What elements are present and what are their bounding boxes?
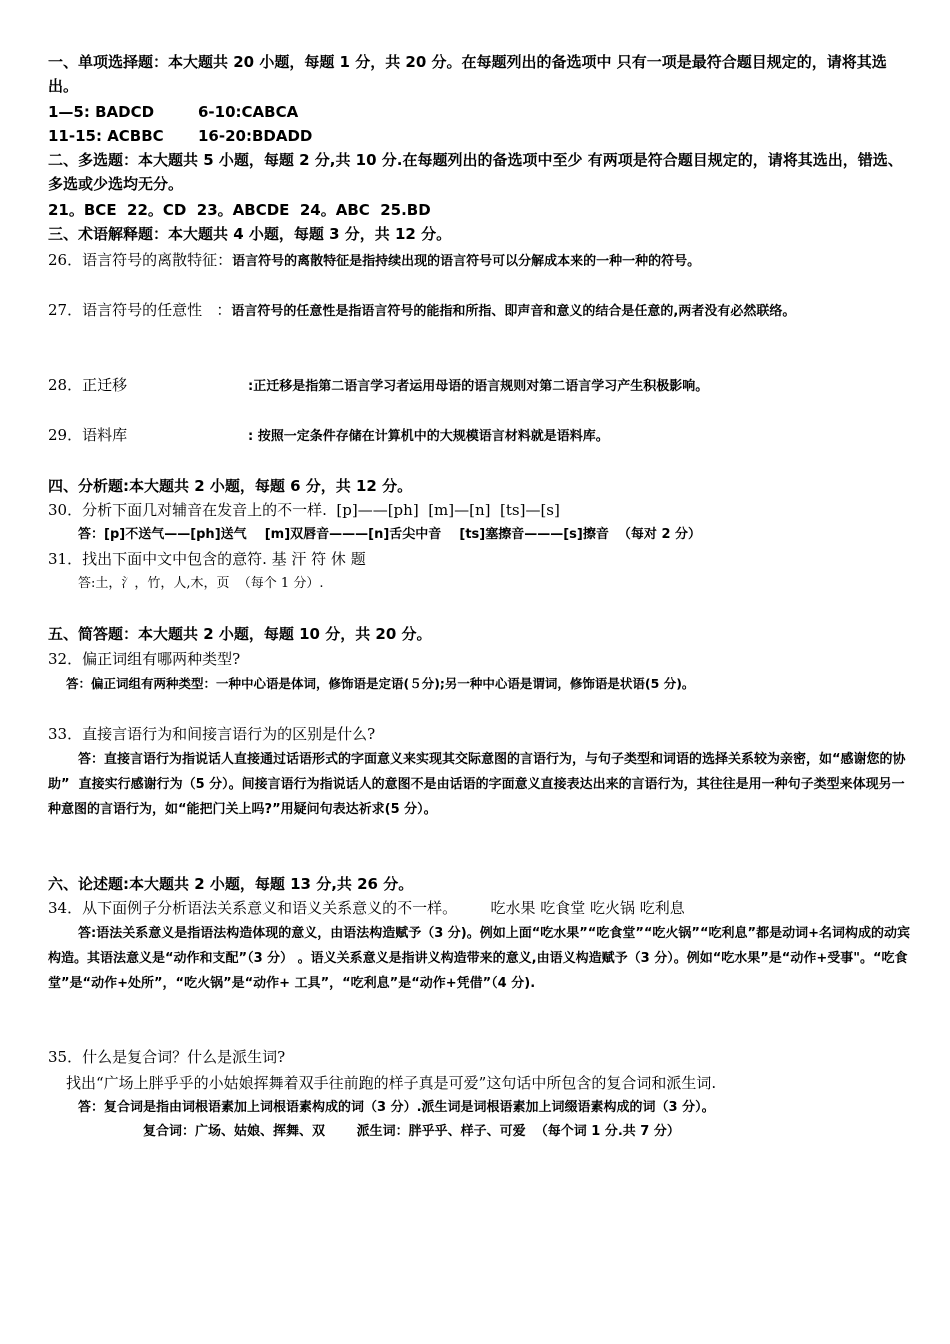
q28-definition: :正迁移是指第二语言学习者运用母语的语言规则对第二语言学习产生积极影响。 xyxy=(248,379,709,394)
q26-term: 26．语言符号的离散特征： xyxy=(48,251,233,269)
q34-question: 34．从下面例子分析语法关系意义和语义关系意义的不一样。 吃水果 吃食堂 吃火锅 吃利息 xyxy=(48,899,685,917)
q35-answer: 答：复合词是指由词根语素加上词根语素构成的词（3 分）.派生词是词根语素加上词缀语素构成的词（3 分）。 xyxy=(78,1100,715,1115)
section-6-heading: 六、论述题:本大题共 2 小题，每题 13 分,共 26 分。 xyxy=(48,875,414,893)
q31-question: 31．找出下面中文中包含的意符. 基 汗 符 休 题 xyxy=(48,550,366,568)
section-3-heading: 三、术语解释题：本大题共 4 小题，每题 3 分，共 12 分。 xyxy=(48,225,452,243)
section-4-heading: 四、分析题:本大题共 2 小题，每题 6 分，共 12 分。 xyxy=(48,477,413,495)
q33-answer: 答：直接言语行为指说话人直接通过话语形式的字面意义来实现其交际意图的言语行为，与句子类型和词语的选择关系较为亲密，如“感谢您的协助” 直接实行感谢行为（5 分）。间接言语行为指说话人的意图不是由话语的字面意义直接表达出来的言语行为，其往往是用一种句子类型来体现另一种意图的言语行为，如“能把门关上吗?”用疑问句表达祈求(5 分）。 xyxy=(48,752,906,817)
section-2-answers: 21。BCE 22。CD 23。ABCDE 24。ABC 25.BD xyxy=(48,201,431,219)
q35-question: 35．什么是复合词？什么是派生词? xyxy=(48,1048,286,1066)
section-2-heading: 二、多选题：本大题共 5 小题，每题 2 分,共 10 分.在每题列出的备选项中至少 有两项是符合题目规定的，请将其选出，错选、多选或少选均无分。 xyxy=(48,151,903,193)
q27-definition: 语言符号的任意性是指语言符号的能指和所指、即声音和意义的结合是任意的,两者没有必然联络。 xyxy=(231,304,796,319)
answers-6-10: 6-10:CABCA xyxy=(198,103,299,121)
q31-answer: 答:土，氵，竹，人,木，页 （每个 1 分）. xyxy=(78,576,324,591)
q35-word-list: 复合词：广场、姑娘、挥舞、双 派生词：胖乎乎、样子、可爱 （每个词 1 分.共 7 分） xyxy=(143,1124,680,1139)
section-1-answers-row-1 xyxy=(48,100,910,124)
q30-question: 30．分析下面几对辅音在发音上的不一样. [p]——[ph] [m]—[n] [ts]—[s] xyxy=(48,501,560,519)
answers-11-15: 11-15: ACBBC xyxy=(48,127,164,145)
q29-row xyxy=(48,423,910,449)
section-1-answers-row-2 xyxy=(48,124,910,148)
q28-term: 28．正迁移 xyxy=(48,376,128,394)
q29-definition: : 按照一定条件存储在计算机中的大规模语言材料就是语料库。 xyxy=(248,429,609,444)
q27-term: 27．语言符号的任意性 ： xyxy=(48,301,232,319)
q27-row xyxy=(48,298,910,324)
q32-answer: 答：偏正词组有两种类型：一种中心语是体词，修饰语是定语(５分);另一种中心语是谓词，修饰语是状语(5 分)。 xyxy=(66,676,695,691)
answers-1-5: 1—5: BADCD xyxy=(48,103,155,121)
q32-question: 32．偏正词组有哪两种类型? xyxy=(48,650,241,668)
q29-term: 29．语料库 xyxy=(48,426,128,444)
section-5-heading: 五、简答题：本大题共 2 小题，每题 10 分，共 20 分。 xyxy=(48,625,432,643)
q26-definition: 语言符号的离散特征是指持续出现的语言符号可以分解成本来的一种一种的符号。 xyxy=(232,254,701,269)
q28-row xyxy=(48,373,910,399)
q34-answer: 答:语法关系意义是指语法构造体现的意义，由语法构造赋予（3 分)。例如上面“吃水果”“吃食堂”“吃火锅”“吃利息”都是动词+名词构成的动宾构造。其语法意义是“动作和支配”（3 分） 。语义关系意义是指讲义构造带来的意义,由语义构造赋予（3 分）。例如“吃水果”是“动作+受事"。“吃食堂”是“动作+处所”，“吃火锅”是“动作+ 工具”，“吃利息”是“动作+凭借”（4 分). xyxy=(48,926,910,991)
q26-row xyxy=(48,248,910,274)
q33-question: 33．直接言语行为和间接言语行为的区别是什么? xyxy=(48,725,376,743)
section-1-heading: 一、单项选择题：本大题共 20 小题，每题 1 分，共 20 分。在每题列出的备选项中 只有一项是最符合题目规定的，请将其选出。 xyxy=(48,53,887,95)
q35-subquestion: 找出“广场上胖乎乎的小姑娘挥舞着双手往前跑的样子真是可爱”这句话中所包含的复合词和派生词. xyxy=(66,1074,717,1092)
answers-16-20: 16-20:BDADD xyxy=(198,127,313,145)
q30-answer: 答：[p]不送气——[ph]送气 [m]双唇音———[n]舌尖中音 [ts]塞擦音———[s]擦音 （每对 2 分） xyxy=(78,527,702,542)
